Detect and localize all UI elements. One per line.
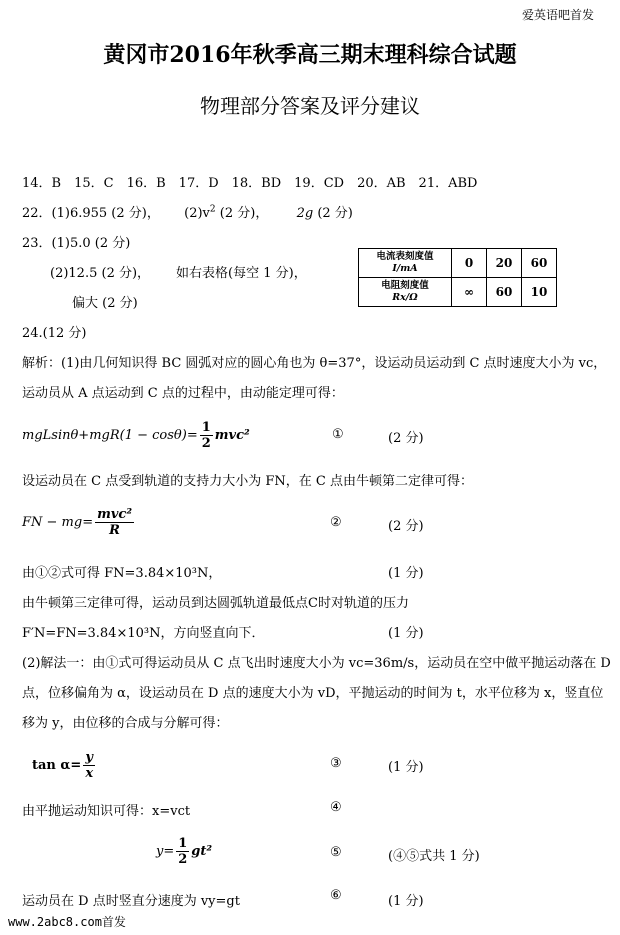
q22-part3: 2g (2 分)	[296, 206, 353, 221]
watermark-top: 爱英语吧首发	[522, 8, 595, 22]
part2-line1: (2)解法一：由①式可得运动员从 C 点飞出时速度大小为 vc=36m/s，运动员在空中做平抛运动落在 D	[22, 656, 611, 671]
part2-line2: 点，位移偏角为 α，设运动员在 D 点的速度大小为 vD，平抛运动的时间为 t，水平位移为 x，竖直位	[22, 686, 604, 701]
equation-5-score: (④⑤式共 1 分)	[388, 849, 480, 864]
equation-4-mark: ④	[330, 800, 342, 815]
page-title: 黄冈市2016年秋季高三期末理科综合试题	[103, 42, 517, 68]
part2-line3: 移为 y，由位移的合成与分解可得：	[22, 716, 229, 731]
result-line: 由①②式可得 FN=3.84×10³N，	[22, 566, 222, 581]
choice-answers: 14．B 15．C 16．B 17．D 18．BD 19．CD 20．AB 21．ABD	[22, 176, 478, 191]
page-subtitle: 物理部分答案及评分建议	[200, 94, 420, 118]
table-row-header: 电阻刻度值 Rx/Ω	[359, 278, 452, 307]
q22-part2: $(2)v^2$ (2 分)，	[184, 204, 269, 221]
table-cell: 20	[487, 249, 522, 278]
equation-3: tan α= $\frac{y}{x}$	[32, 749, 94, 781]
flat-throw-line: 由平抛运动知识可得：x=vct	[22, 804, 191, 819]
table-cell: 0	[452, 249, 487, 278]
q24-header: 24.(12 分)	[22, 326, 87, 341]
answer-table	[358, 248, 557, 307]
equation-2-score: (2 分)	[388, 519, 424, 534]
table-row	[359, 278, 557, 307]
equation-6-mark: ⑥	[330, 888, 342, 903]
pressure-score: (1 分)	[388, 626, 424, 641]
pressure-line: F′N=FN=3.84×10³N，方向竖直向下．	[22, 626, 265, 641]
table-cell: 60	[487, 278, 522, 307]
table-cell: 10	[522, 278, 557, 307]
q23-line2: (2)12.5 (2 分)， 如右表格(每空 1 分)，	[50, 266, 307, 281]
equation-1-mark: ①	[332, 427, 344, 442]
table-row	[359, 249, 557, 278]
analysis-line2: 运动员从 A 点运动到 C 点的过程中，由动能定理可得：	[22, 386, 344, 401]
q23-line1: 23．(1)5.0 (2 分)	[22, 236, 131, 251]
equation-3-score: (1 分)	[388, 760, 424, 775]
table-cell: ∞	[452, 278, 487, 307]
q22-line	[22, 202, 353, 221]
equation-5-mark: ⑤	[330, 845, 342, 860]
analysis-line1: 解析：(1)由几何知识得 BC 圆弧对应的圆心角也为 θ=37°，设运动员运动到 C 点时速度大小为 vc，	[22, 356, 607, 371]
table-row-header: 电流表刻度值 I/mA	[359, 249, 452, 278]
table-cell: 60	[522, 249, 557, 278]
normal-force-line: 设运动员在 C 点受到轨道的支持力大小为 FN，在 C 点由牛顿第二定律可得：	[22, 474, 473, 489]
vertical-velocity-line: 运动员在 D 点时竖直分速度为 vy=gt	[22, 894, 240, 909]
equation-5: y= $\frac{1}{2}$ gt²	[156, 835, 213, 867]
third-law-line: 由牛顿第三定律可得，运动员到达圆弧轨道最低点C时对轨道的压力	[22, 596, 409, 611]
footer-watermark: www.2abc8.com首发	[8, 915, 126, 929]
equation-2-mark: ②	[330, 515, 342, 530]
q23-line3: 偏大 (2 分)	[72, 296, 138, 311]
equation-2: FN − mg= $\frac{\text{mvc²}}{R}$	[22, 506, 133, 538]
result-score: (1 分)	[388, 566, 424, 581]
equation-1-score: (2 分)	[388, 431, 424, 446]
equation-3-mark: ③	[330, 756, 342, 771]
equation-1: mgLsinθ+mgR(1 − cosθ)= $\frac{1}{2}$ mvc²	[22, 419, 250, 451]
equation-6-score: (1 分)	[388, 894, 424, 909]
q22-part1: 22．(1)6.955 (2 分)，	[22, 206, 160, 221]
